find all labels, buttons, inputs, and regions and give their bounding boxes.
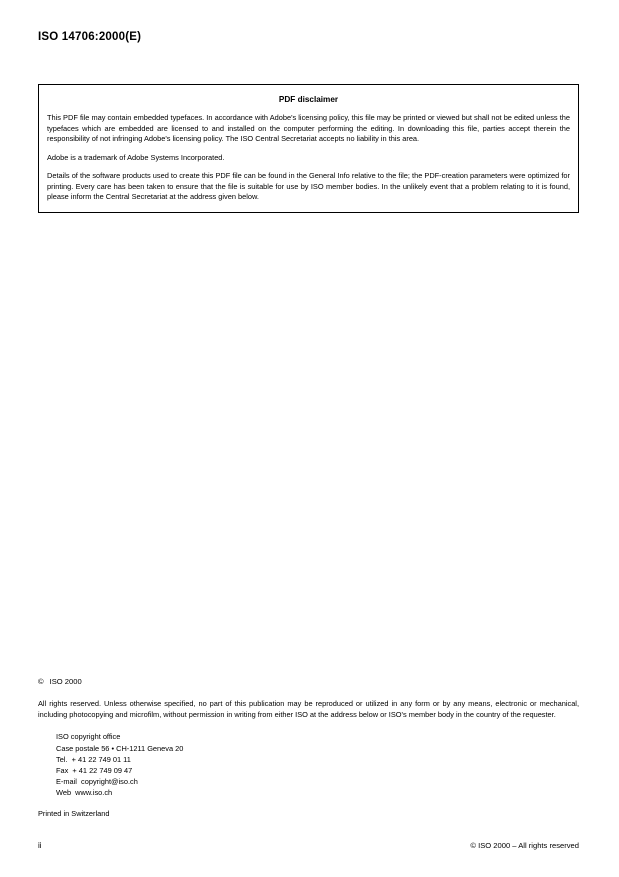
footer-rights-note: © ISO 2000 – All rights reserved <box>470 841 579 850</box>
address-line-fax: Fax + 41 22 749 09 47 <box>56 765 133 775</box>
pdf-disclaimer-paragraph-3: Details of the software products used to create this PDF file can be found in the General Info relative to the file; the PDF-creation parameters were optimized for printing. Every care has been taken to ensure that the file is suitable for use by ISO member bodies. In the unlikely event that a problem relating to it is found, please inform the Central Secretariat at the address given below. <box>47 171 570 202</box>
printed-in-line: Printed in Switzerland <box>38 809 110 819</box>
page-number: ii <box>38 841 42 850</box>
all-rights-reserved-text: All rights reserved. Unless otherwise specified, no part of this publication may be reproduced or utilized in any form or by any means, electronic or mechanical, including photocopying and microfilm, without permission in writing from either ISO at the address below or ISO's member body in the country of the requester. <box>38 699 579 719</box>
iso-copyright-address <box>56 731 579 798</box>
address-line-tel: Tel. + 41 22 749 01 11 <box>56 754 131 764</box>
pdf-disclaimer-paragraph-1: This PDF file may contain embedded typefaces. In accordance with Adobe's licensing policy, this file may be printed or viewed but shall not be edited unless the typefaces which are embedded are licensed to and installed on the computer performing the editing. In downloading this file, parties accept therein the responsibility of not infringing Adobe's licensing policy. The ISO Central Secretariat accepts no liability in this area. <box>47 113 570 144</box>
copyright-block <box>38 677 579 818</box>
pdf-disclaimer-title: PDF disclaimer <box>278 95 339 104</box>
copyright-symbol: © <box>38 677 44 686</box>
address-line-office: ISO copyright office <box>56 732 121 742</box>
pdf-disclaimer-paragraph-2: Adobe is a trademark of Adobe Systems Incorporated. <box>47 152 225 162</box>
address-line-postal: Case postale 56 • CH-1211 Geneva 20 <box>56 743 184 753</box>
copyright-year: ISO 2000 <box>49 677 82 686</box>
copyright-line <box>38 677 579 686</box>
page-header-standard-ref: ISO 14706:2000(E) <box>38 31 142 43</box>
address-line-email: E-mail copyright@iso.ch <box>56 776 138 786</box>
pdf-disclaimer-box <box>38 84 579 213</box>
address-line-web: Web www.iso.ch <box>56 788 113 798</box>
